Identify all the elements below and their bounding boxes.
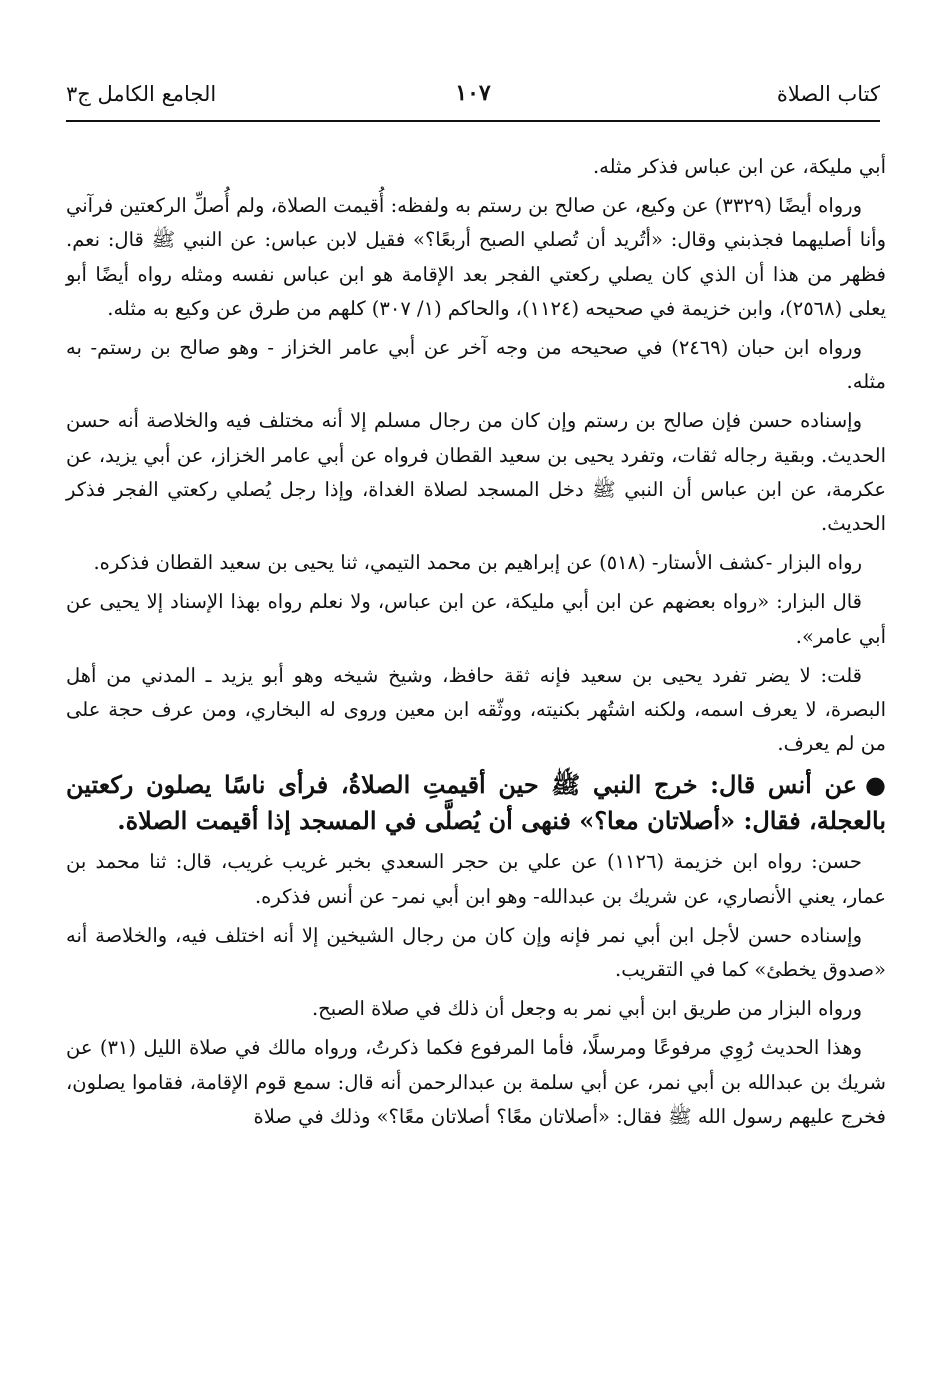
paragraph-text: ورواه ابن حبان (٢٤٦٩) في صحيحه من وجه آخر عن أبي عامر الخزاز - وهو صالح بن رستم- به مثله. (66, 336, 886, 394)
text-paragraph (66, 585, 886, 653)
text-paragraph (66, 331, 886, 399)
page-header (66, 78, 880, 118)
text-paragraph (66, 150, 886, 184)
header-rule (66, 120, 880, 122)
page-number: ١٠٧ (455, 80, 491, 106)
text-paragraph (66, 919, 886, 987)
text-paragraph (66, 404, 886, 541)
text-paragraph (66, 659, 886, 762)
text-paragraph (66, 992, 886, 1026)
text-paragraph (66, 845, 886, 913)
paragraph-text: حسن: رواه ابن خزيمة (١١٢٦) عن علي بن حجر السعدي بخبر غريب غريب، قال: ثنا محمد بن عمار، يعني الأنصاري، عن شريك بن عبدالله- وهو ابن أبي نمر- عن أنس فذكره. (66, 850, 886, 908)
hadith-paragraph (66, 767, 886, 839)
paragraph-text: عن أنس قال: خرج النبي ﷺ حين أقيمتِ الصلاةُ، فرأى ناسًا يصلون ركعتين بالعجلة، فقال: «أصلاتان معا؟» فنهى أن يُصلَّى في المسجد إذا أقيمت الصلاة. (66, 770, 886, 836)
paragraph-text: ورواه البزار من طريق ابن أبي نمر به وجعل أن ذلك في صلاة الصبح. (311, 997, 862, 1021)
volume-title: الجامع الكامل ج٣ (66, 82, 217, 106)
text-paragraph (66, 546, 886, 580)
paragraph-text: رواه البزار -كشف الأستار- (٥١٨) عن إبراهيم بن محمد التيمي، ثنا يحيى بن سعيد القطان فذكره. (93, 551, 862, 575)
text-paragraph (66, 189, 886, 326)
body-text (66, 150, 886, 1139)
paragraph-text: ورواه أيضًا (٣٣٢٩) عن وكيع، عن صالح بن رستم به ولفظه: أُقيمت الصلاة، ولم أُصلِّ الركعتين فرآني وأنا أصليهما فجذبني وقال: «أتُريد أن تُصلي الصبح أربعًا؟» فقيل لابن عباس: عن النبي ﷺ قال: نعم. فظهر من هذا أن الذي كان يصلي ركعتي الفجر بعد الإقامة هو ابن عباس نفسه ومثله رواه أيضًا أبو يعلى (٢٥٦٨)، وابن خزيمة في صحيحه (١١٢٤)، والحاكم (١/ ٣٠٧) كلهم من طرق عن وكيع به مثله. (66, 194, 886, 320)
paragraph-text: وإسناده حسن لأجل ابن أبي نمر فإنه وإن كان من رجال الشيخين إلا أنه اختلف فيه، والخلاصة أنه «صدوق يخطئ» كما في التقريب. (66, 923, 886, 982)
book-title: كتاب الصلاة (776, 82, 880, 106)
paragraph-text: وهذا الحديث رُوِي مرفوعًا ومرسلًا، فأما المرفوع فكما ذكرتُ، ورواه مالك في صلاة الليل (٣١) عن شريك بن عبدالله بن أبي نمر، عن أبي سلمة بن عبدالرحمن أنه قال: سمع قوم الإقامة، فقاموا يصلون، فخرج عليهم رسول الله ﷺ فقال: «أصلاتان معًا؟ أصلاتان معًا؟» وذلك في صلاة (66, 1036, 886, 1128)
paragraph-text: وإسناده حسن فإن صالح بن رستم وإن كان من رجال مسلم إلا أنه مختلف فيه والخلاصة أنه حسن الحديث. وبقية رجاله ثقات، وتفرد يحيى بن سعيد القطان فرواه عن أبي عامر الخزاز، عن أبي يزيد، عن عكرمة، عن ابن عباس أن النبي ﷺ دخل المسجد لصلاة الغداة، وإذا رجل يُصلي ركعتي الفجر فذكر الحديث. (66, 409, 886, 536)
paragraph-text: قلت: لا يضر تفرد يحيى بن سعيد فإنه ثقة حافظ، وشيخ شيخه وهو أبو يزيد ـ المدني من أهل البصرة، لا يعرف اسمه، ولكنه اشتُهر بكنيته، ووثّقه ابن معين وروى له البخاري، ومن عرف حجة على من لم يعرف. (66, 663, 886, 756)
text-paragraph (66, 1031, 886, 1134)
paragraph-text: أبي مليكة، عن ابن عباس فذكر مثله. (592, 155, 886, 178)
paragraph-text: قال البزار: «رواه بعضهم عن ابن أبي مليكة، عن ابن عباس، ولا نعلم رواه بهذا الإسناد إلا يحيى عن أبي عامر». (66, 590, 886, 648)
bullet-icon: ● (865, 770, 886, 800)
